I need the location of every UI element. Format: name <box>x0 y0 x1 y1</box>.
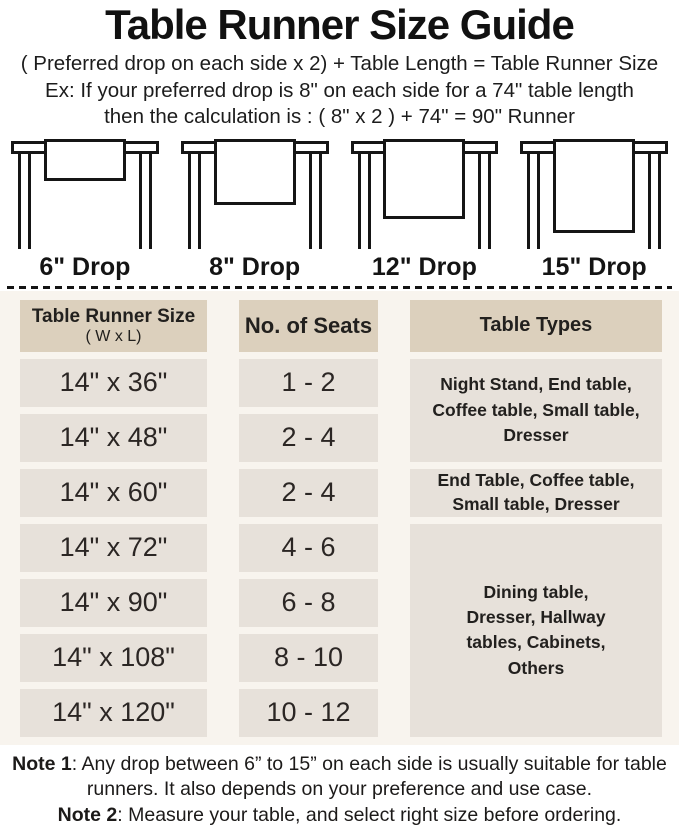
table-drop-figure-6 <box>0 139 170 251</box>
size-guide-page <box>0 1 679 830</box>
drop-labels-row <box>0 253 679 282</box>
column-header-runner-size-title: Table Runner Size <box>31 306 196 328</box>
table-leg-icon <box>527 153 540 249</box>
table-leg-icon <box>478 153 491 249</box>
size-cell-row5: 14" x 90" <box>20 579 207 627</box>
note-1-text: : Any drop between 6” to 15” on each side is usually suitable for table runners. It also depends on your preference and use case. <box>71 752 667 801</box>
note-2-label: Note 2 <box>57 803 118 826</box>
table-leg-icon <box>309 153 322 249</box>
seats-cell-row1: 1 - 2 <box>239 359 378 407</box>
column-header-seats: No. of Seats <box>239 300 378 352</box>
table-leg-icon <box>648 153 661 249</box>
seats-cell-row4: 4 - 6 <box>239 524 378 572</box>
size-cell-row2: 14" x 48" <box>20 414 207 462</box>
note-1 <box>4 752 675 803</box>
table-types-group-2: End Table, Coffee table, Small table, Dresser <box>410 469 662 517</box>
note-2-text: : Measure your table, and select right size before ordering. <box>117 803 622 826</box>
column-header-types: Table Types <box>410 300 662 352</box>
size-cell-row7: 14" x 120" <box>20 689 207 737</box>
drop-label-12: 12" Drop <box>371 252 477 281</box>
drop-illustrations <box>0 139 679 251</box>
seats-cell-row2: 2 - 4 <box>239 414 378 462</box>
page-title: Table Runner Size Guide <box>105 1 574 48</box>
table-types-group-3: Dining table, Dresser, Hallway tables, Cabinets, Others <box>410 524 662 737</box>
note-2 <box>4 803 675 828</box>
table-leg-icon <box>188 153 201 249</box>
seats-cell-row5: 6 - 8 <box>239 579 378 627</box>
note-1-label: Note 1 <box>12 752 72 775</box>
table-leg-icon <box>18 153 31 249</box>
seats-cell-row7: 10 - 12 <box>239 689 378 737</box>
table-drop-figure-12 <box>340 139 510 251</box>
column-header-runner-size <box>20 300 207 352</box>
seats-cell-row3: 2 - 4 <box>239 469 378 517</box>
size-cell-row4: 14" x 72" <box>20 524 207 572</box>
size-cell-row3: 14" x 60" <box>20 469 207 517</box>
runner-icon <box>383 139 465 219</box>
dashed-divider <box>7 286 672 289</box>
seats-cell-row6: 8 - 10 <box>239 634 378 682</box>
size-table-section <box>0 291 679 745</box>
example-line-1: Ex: If your preferred drop is 8" on each side for a 74" table length <box>45 78 634 102</box>
drop-label-6: 6" Drop <box>39 252 131 281</box>
size-cell-row6: 14" x 108" <box>20 634 207 682</box>
runner-icon <box>44 139 126 181</box>
runner-icon <box>214 139 296 205</box>
table-leg-icon <box>358 153 371 249</box>
formula-text: ( Preferred drop on each side x 2) + Table Length = Table Runner Size <box>20 52 659 75</box>
table-drop-figure-8 <box>170 139 340 251</box>
table-types-group-1: Night Stand, End table, Coffee table, Small table, Dresser <box>410 359 662 462</box>
table-drop-figure-15 <box>509 139 679 251</box>
example-line-2: then the calculation is : ( 8" x 2 ) + 74" = 90" Runner <box>104 105 575 129</box>
size-cell-row1: 14" x 36" <box>20 359 207 407</box>
column-header-runner-size-sub: ( W x L) <box>85 328 142 345</box>
drop-label-8: 8" Drop <box>209 252 301 281</box>
notes <box>0 752 679 828</box>
drop-label-15: 15" Drop <box>541 252 647 281</box>
table-leg-icon <box>139 153 152 249</box>
runner-icon <box>553 139 635 233</box>
